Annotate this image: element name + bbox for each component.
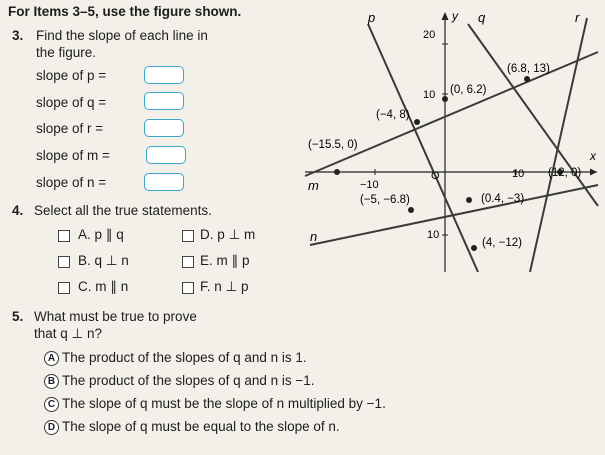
line-r bbox=[530, 18, 587, 272]
q3-prompt-line1: Find the slope of each line in bbox=[36, 28, 208, 43]
choice-a-text: The product of the slopes of q and n is 1. bbox=[62, 350, 307, 365]
point-neg15.5-0 bbox=[334, 169, 340, 175]
y-axis-arrow bbox=[442, 12, 449, 20]
option-d-label: D. p ⊥ m bbox=[200, 227, 256, 242]
choice-d-text: The slope of q must be equal to the slope of n. bbox=[62, 419, 340, 434]
point-label-0.4-neg3: (0.4, −3) bbox=[481, 193, 525, 205]
line-q-label: q bbox=[478, 10, 486, 25]
line-m bbox=[305, 52, 598, 176]
choice-c-text: The slope of q must be the slope of n multiplied by −1. bbox=[62, 396, 386, 411]
slope-m-label: slope of m = bbox=[36, 148, 110, 163]
point-label-neg5-neg6.8: (−5, −6.8) bbox=[360, 194, 410, 206]
point-neg4-8 bbox=[414, 119, 420, 125]
choice-b-text: The product of the slopes of q and n is −1. bbox=[62, 373, 315, 388]
line-p-label: p bbox=[368, 10, 376, 25]
x-axis-arrow bbox=[590, 169, 597, 176]
point-label-neg4-8: (−4, 8) bbox=[376, 109, 410, 121]
q5-number: 5. bbox=[12, 309, 24, 324]
line-r-label: r bbox=[575, 10, 580, 25]
line-p bbox=[368, 24, 478, 272]
point-0.4-neg3 bbox=[466, 197, 472, 203]
tick-label-x10: 10 bbox=[512, 168, 525, 180]
choice-c-radio[interactable]: C bbox=[44, 397, 59, 412]
line-n bbox=[310, 185, 598, 245]
point-label-12-0: (12, 0) bbox=[548, 167, 582, 179]
line-m-label: m bbox=[308, 178, 319, 193]
header-instruction: For Items 3–5, use the figure shown. bbox=[8, 4, 242, 19]
tick-label-y20: 20 bbox=[423, 29, 436, 41]
q3-number: 3. bbox=[12, 28, 24, 43]
slope-r-label: slope of r = bbox=[36, 121, 104, 136]
q4-prompt: Select all the true statements. bbox=[34, 203, 212, 218]
point-4-neg12 bbox=[471, 245, 477, 251]
option-b-label: B. q ⊥ n bbox=[78, 253, 129, 268]
choice-b-radio[interactable]: B bbox=[44, 374, 59, 389]
slope-p-label: slope of p = bbox=[36, 68, 107, 83]
point-neg5-neg6.8 bbox=[408, 207, 414, 213]
slope-q-label: slope of q = bbox=[36, 95, 107, 110]
option-c-label: C. m ∥ n bbox=[78, 279, 129, 294]
tick-label-xneg10: −10 bbox=[360, 179, 379, 191]
slope-n-label: slope of n = bbox=[36, 175, 107, 190]
point-label-neg15.5-0: (−15.5, 0) bbox=[308, 139, 358, 151]
option-e-label: E. m ∥ p bbox=[200, 253, 250, 268]
origin-label: O bbox=[431, 170, 440, 182]
point-label-4-neg12: (4, −12) bbox=[482, 237, 522, 249]
q5-prompt-line2: that q ⊥ n? bbox=[34, 326, 103, 341]
point-label-0-6.2: (0, 6.2) bbox=[450, 84, 487, 96]
option-f-label: F. n ⊥ p bbox=[200, 279, 249, 294]
choice-a-radio[interactable]: A bbox=[44, 351, 59, 366]
q3-prompt-line2: the figure. bbox=[36, 45, 97, 60]
q4-number: 4. bbox=[12, 203, 24, 218]
q5-prompt-line1: What must be true to prove bbox=[34, 309, 197, 324]
x-axis-label: x bbox=[590, 149, 596, 163]
point-0-6.2 bbox=[442, 96, 448, 102]
tick-label-yneg10: 10 bbox=[427, 229, 440, 241]
y-axis-label: y bbox=[452, 9, 458, 23]
line-n-label: n bbox=[310, 229, 318, 244]
tick-label-y10: 10 bbox=[423, 89, 436, 101]
option-a-label: A. p ∥ q bbox=[78, 227, 124, 242]
choice-d-radio[interactable]: D bbox=[44, 420, 59, 435]
point-6.8-13 bbox=[524, 76, 530, 82]
point-label-6.8-13: (6.8, 13) bbox=[507, 63, 550, 75]
